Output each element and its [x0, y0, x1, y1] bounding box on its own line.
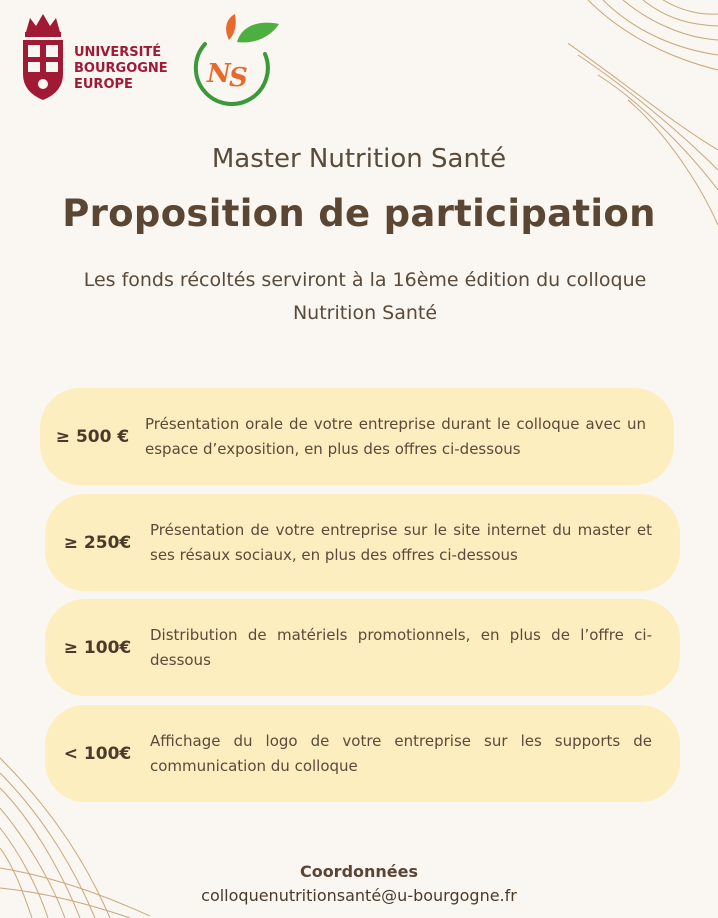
- tier-under-100: [45, 705, 680, 802]
- tier-250: [45, 494, 680, 591]
- tier-description: Présentation de votre entreprise sur le site internet du master et ses résaux sociaux, en plus des offres ci-dessous: [150, 520, 652, 564]
- crown-crest-icon: [18, 12, 68, 102]
- contact-email: colloquenutritionsanté@u-bourgogne.fr: [201, 886, 517, 905]
- university-name: [74, 45, 168, 93]
- tier-amount: ≥ 100€: [63, 637, 132, 658]
- contact-heading: Coordonnées: [299, 862, 419, 881]
- program-subtitle: Master Nutrition Santé: [211, 144, 507, 174]
- tier-description: Distribution de matériels promotionnels, en plus de l’offre ci-dessous: [150, 625, 652, 669]
- university-line-1: UNIVERSITÉ: [74, 45, 162, 60]
- tier-description: Présentation orale de votre entreprise durant le colloque avec un espace d’exposition, en plus des offres ci-dessous: [145, 414, 646, 458]
- tier-amount: ≥ 250€: [63, 532, 132, 553]
- intro-text: Les fonds récoltés serviront à la 16ème édition du colloque Nutrition Santé: [83, 269, 647, 324]
- tier-amount: ≥ 500 €: [55, 426, 130, 447]
- university-line-2: BOURGOGNE: [74, 61, 168, 76]
- tier-amount: < 100€: [63, 743, 132, 764]
- tier-500: [40, 388, 674, 485]
- ns-logo: [187, 14, 282, 106]
- svg-text:S: S: [229, 63, 248, 93]
- university-logo: [18, 12, 178, 102]
- university-line-3: EUROPE: [74, 77, 133, 92]
- svg-text:N: N: [207, 59, 231, 89]
- tier-description: Affichage du logo de votre entreprise sur les supports de communication du colloque: [150, 731, 652, 775]
- page-title: Proposition de participation: [62, 192, 656, 235]
- tier-100: [45, 599, 680, 696]
